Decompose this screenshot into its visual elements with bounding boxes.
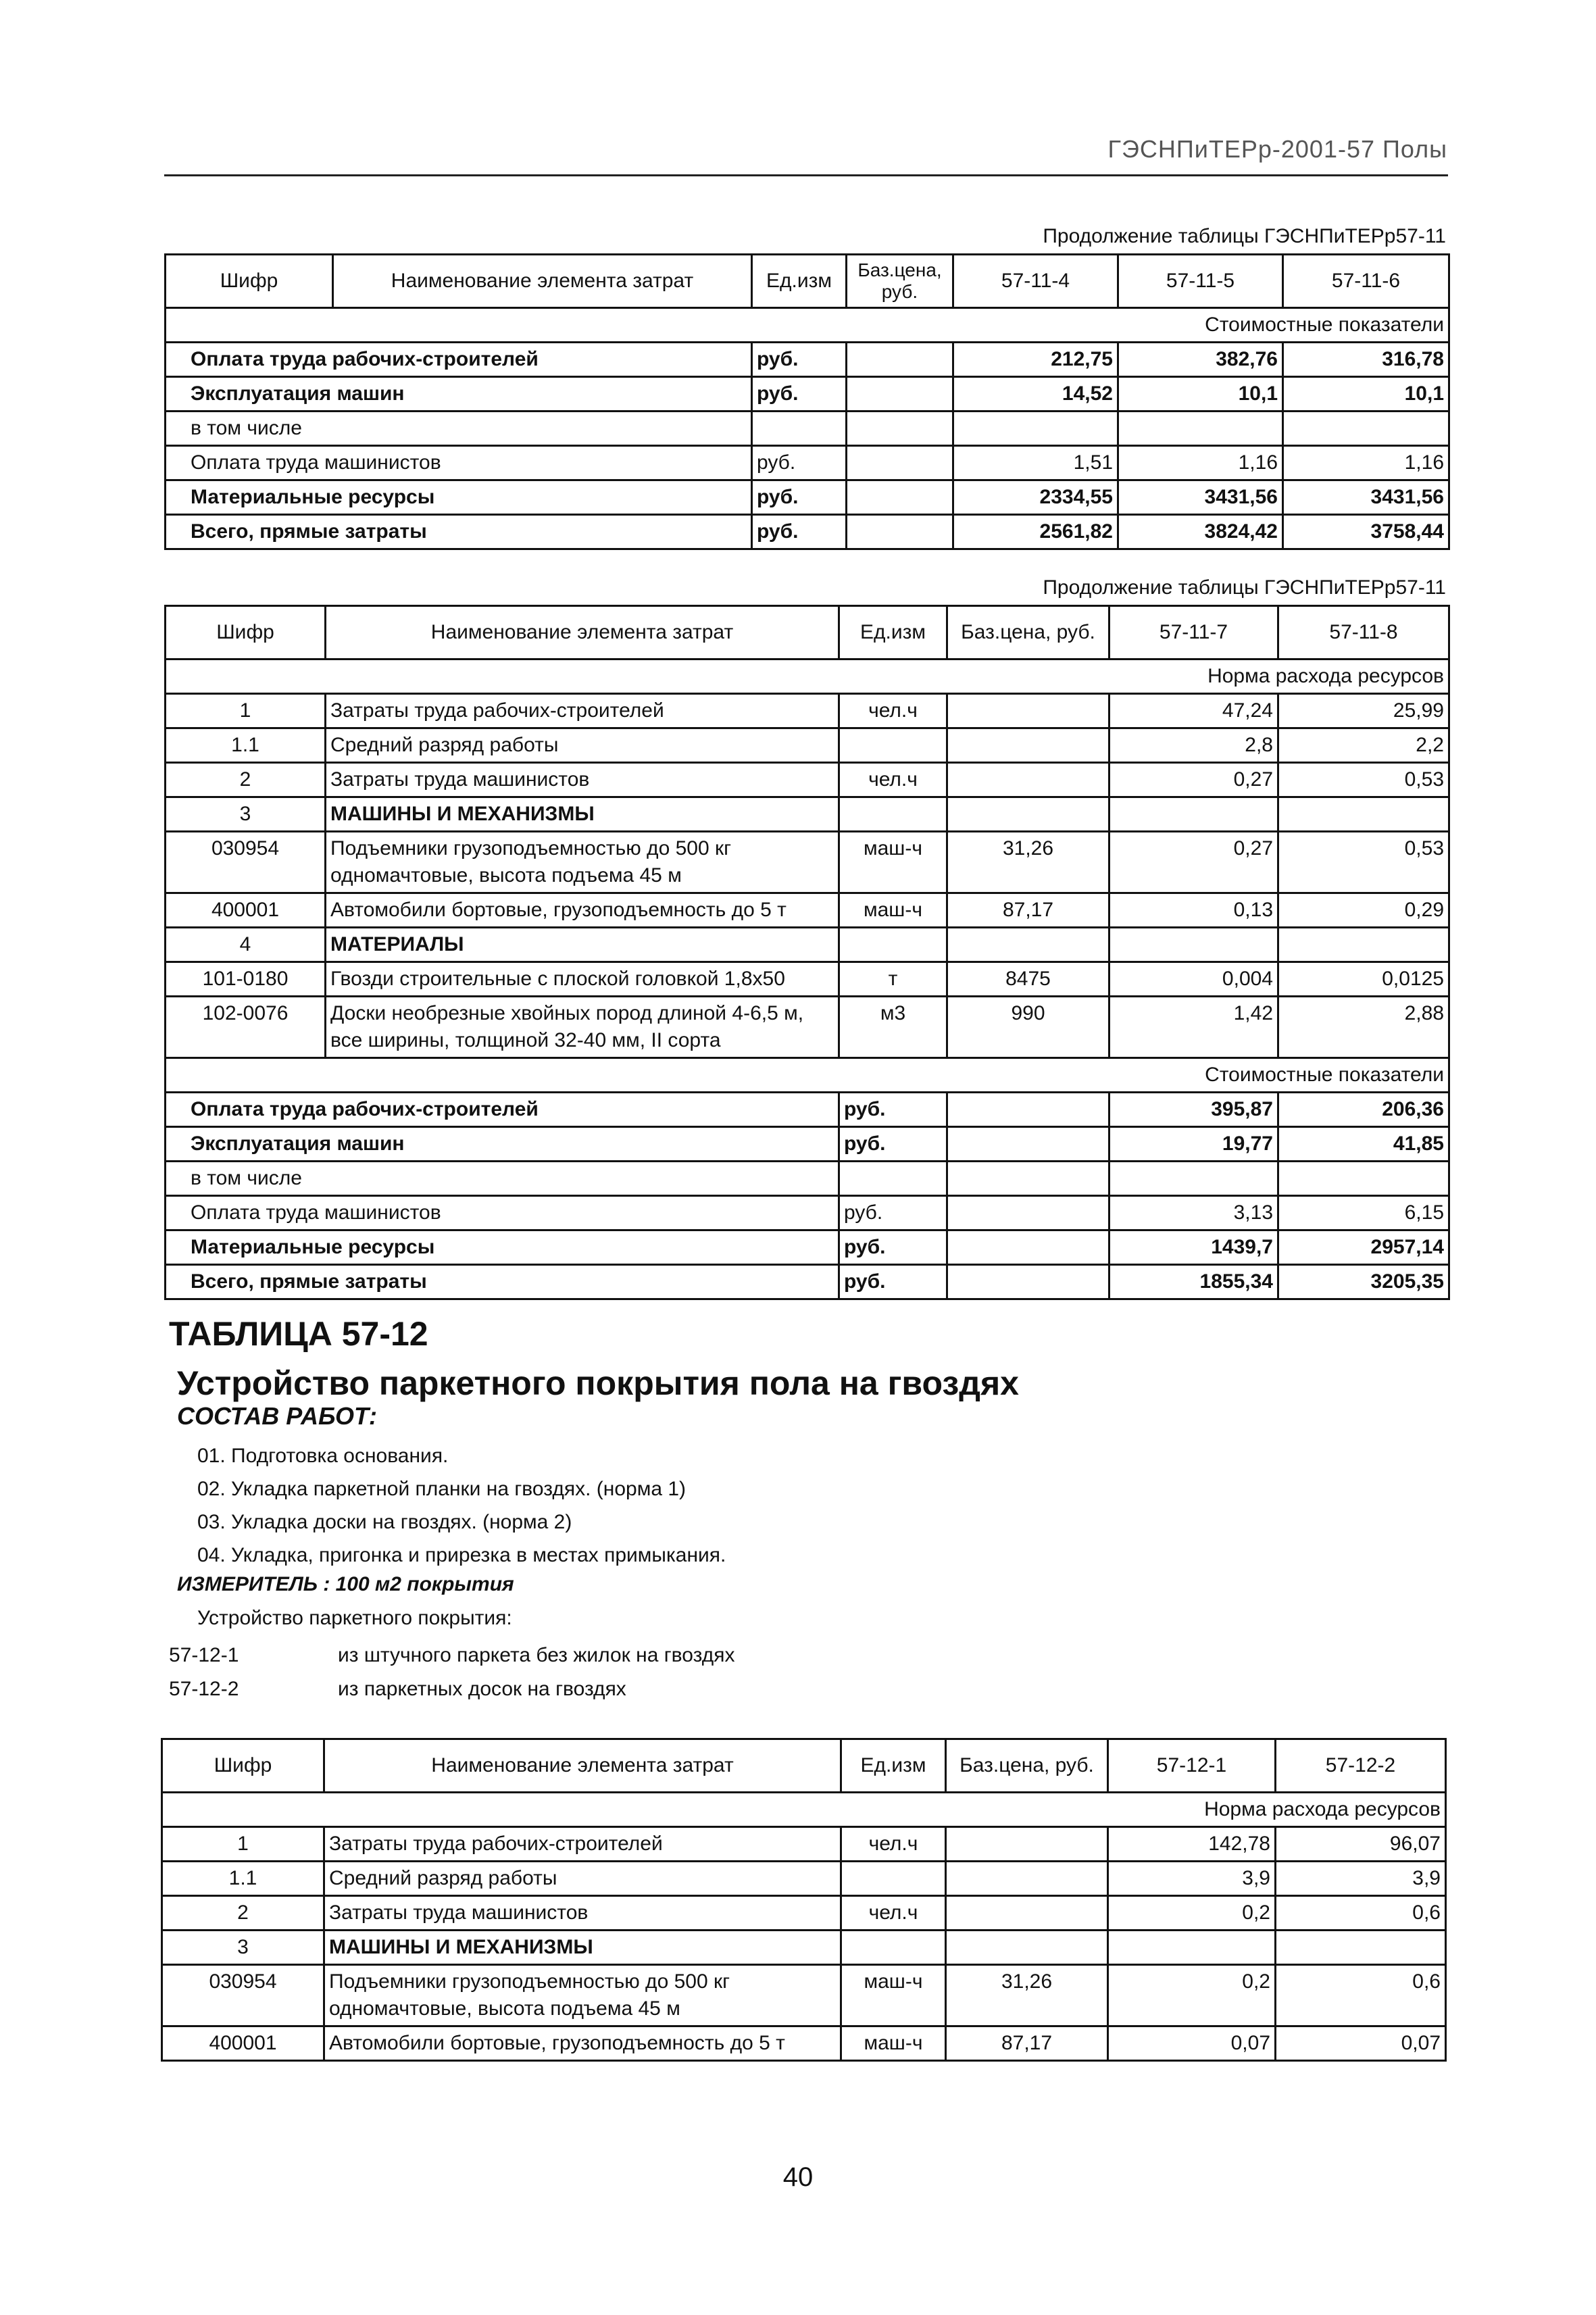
resource-price [946, 1827, 1108, 1862]
price-cell [947, 1230, 1109, 1265]
resource-unit: т [839, 962, 947, 997]
resource-name: Затраты труда рабочих-строителей [326, 694, 839, 728]
col-header-price: Баз.цена, руб. [946, 1739, 1108, 1793]
continuation-label-b: Продолжение таблицы ГЭСНПиТЕРр57-11 [1043, 576, 1446, 599]
cost-item-name: Эксплуатация машин [166, 377, 752, 412]
table-row [166, 515, 1449, 549]
section-norm-label: Норма расхода ресурсов [166, 659, 1449, 694]
cost-value [953, 412, 1118, 446]
cost-value: 1,51 [953, 446, 1118, 480]
cost-unit: руб. [839, 1093, 947, 1127]
resource-value: 0,27 [1109, 832, 1278, 893]
resource-name: Доски необрезные хвойных пород длиной 4-6,5 м, все ширины, толщиной 32-40 мм, II сорта [326, 997, 839, 1058]
resource-value: 0,2 [1108, 1896, 1276, 1931]
table-row [166, 928, 1449, 962]
resource-unit [839, 928, 947, 962]
table-row [162, 1896, 1446, 1931]
cost-value: 382,76 [1118, 343, 1283, 377]
resource-value: 0,004 [1109, 962, 1278, 997]
col-header-name: Наименование элемента затрат [326, 606, 839, 659]
col-header-57-11-4: 57-11-4 [953, 255, 1118, 308]
cost-item-name: в том числе [166, 1162, 839, 1196]
resource-unit [841, 1862, 946, 1896]
cost-value: 10,1 [1118, 377, 1283, 412]
table-row [162, 1827, 1446, 1862]
table-row [162, 1965, 1446, 2026]
resource-code: 2 [162, 1896, 324, 1931]
resource-code: 3 [162, 1931, 324, 1965]
norm-code-row [169, 1639, 734, 1672]
resource-price: 31,26 [946, 1965, 1108, 2026]
work-item: 04. Укладка, пригонка и прирезка в местах примыкания. [197, 1544, 726, 1566]
cost-value [1109, 1162, 1278, 1196]
cost-value: 1439,7 [1109, 1230, 1278, 1265]
price-cell [947, 1093, 1109, 1127]
cost-unit: руб. [839, 1127, 947, 1162]
resource-code: 1 [162, 1827, 324, 1862]
table-row [166, 1196, 1449, 1230]
resource-unit: чел.ч [841, 1896, 946, 1931]
resource-value: 3,9 [1276, 1862, 1446, 1896]
resource-name: Затраты труда рабочих-строителей [324, 1827, 841, 1862]
resource-code: 030954 [162, 1965, 324, 2026]
table-row [166, 962, 1449, 997]
resource-name: МАШИНЫ И МЕХАНИЗМЫ [326, 797, 839, 832]
cost-item-name: Материальные ресурсы [166, 480, 752, 515]
cost-unit: руб. [839, 1265, 947, 1299]
cost-value: 6,15 [1278, 1196, 1449, 1230]
resource-value: 25,99 [1278, 694, 1449, 728]
norm-desc: из паркетных досок на гвоздях [338, 1678, 626, 1700]
table-row [162, 1862, 1446, 1896]
price-cell [847, 480, 953, 515]
col-header-57-11-8: 57-11-8 [1278, 606, 1449, 659]
cost-value: 41,85 [1278, 1127, 1449, 1162]
resource-name: МАТЕРИАЛЫ [326, 928, 839, 962]
price-cell [847, 412, 953, 446]
price-cell [947, 1196, 1109, 1230]
work-item: 03. Укладка доски на гвоздях. (норма 2) [197, 1511, 572, 1533]
table-row [162, 2026, 1446, 2061]
norm-desc: из штучного паркета без жилок на гвоздях [338, 1644, 735, 1666]
price-cell [847, 343, 953, 377]
resource-code: 1.1 [162, 1862, 324, 1896]
resource-name: Средний разряд работы [324, 1862, 841, 1896]
table-number: ТАБЛИЦА 57-12 [169, 1315, 428, 1353]
norm-code-row [169, 1672, 734, 1706]
cost-item-name: Всего, прямые затраты [166, 515, 752, 549]
col-header-57-11-5: 57-11-5 [1118, 255, 1283, 308]
resource-name: Подъемники грузоподъемностью до 500 кг одномачтовые, высота подъема 45 м [324, 1965, 841, 2026]
resource-price [946, 1862, 1108, 1896]
resource-unit [841, 1931, 946, 1965]
cost-unit [752, 412, 847, 446]
resource-unit: маш-ч [839, 893, 947, 928]
table-row [166, 997, 1449, 1058]
resource-value: 0,6 [1276, 1896, 1446, 1931]
cost-value: 14,52 [953, 377, 1118, 412]
cost-value [1278, 1162, 1449, 1196]
resource-price [947, 928, 1109, 962]
resource-code: 030954 [166, 832, 326, 893]
measure-unit: ИЗМЕРИТЕЛЬ : 100 м2 покрытия [177, 1573, 514, 1595]
resource-value [1278, 928, 1449, 962]
resource-name: Затраты труда машинистов [326, 763, 839, 797]
resource-unit: чел.ч [839, 763, 947, 797]
cost-value: 3758,44 [1283, 515, 1449, 549]
cost-item-name: Оплата труда рабочих-строителей [166, 343, 752, 377]
resource-value: 0,0125 [1278, 962, 1449, 997]
resource-value: 0,2 [1108, 1965, 1276, 2026]
resource-unit: маш-ч [839, 832, 947, 893]
cost-unit: руб. [752, 343, 847, 377]
table-row [166, 446, 1449, 480]
work-list [197, 1439, 726, 1572]
resource-value [1278, 797, 1449, 832]
resource-value: 0,6 [1276, 1965, 1446, 2026]
cost-unit: руб. [752, 377, 847, 412]
resource-code: 102-0076 [166, 997, 326, 1058]
resource-price [947, 728, 1109, 763]
cost-value: 212,75 [953, 343, 1118, 377]
resource-price [947, 694, 1109, 728]
resource-name: МАШИНЫ И МЕХАНИЗМЫ [324, 1931, 841, 1965]
cost-value: 1,16 [1118, 446, 1283, 480]
cost-item-name: Всего, прямые затраты [166, 1265, 839, 1299]
col-header-name: Наименование элемента затрат [333, 255, 752, 308]
resource-code: 1 [166, 694, 326, 728]
cost-value: 2334,55 [953, 480, 1118, 515]
resource-unit: чел.ч [839, 694, 947, 728]
cost-value: 206,36 [1278, 1093, 1449, 1127]
resource-value: 0,27 [1109, 763, 1278, 797]
resource-unit: м3 [839, 997, 947, 1058]
resource-value [1276, 1931, 1446, 1965]
section-norm-label: Норма расхода ресурсов [162, 1793, 1446, 1827]
resource-value: 2,2 [1278, 728, 1449, 763]
resource-name: Средний разряд работы [326, 728, 839, 763]
resource-code: 1.1 [166, 728, 326, 763]
resource-value: 0,13 [1109, 893, 1278, 928]
resource-name: Гвозди строительные с плоской головкой 1,8х50 [326, 962, 839, 997]
table-row [166, 797, 1449, 832]
resource-table-57-11-7-8 [164, 605, 1450, 1300]
header-rule [164, 174, 1448, 176]
table-row [166, 1230, 1449, 1265]
cost-value: 2957,14 [1278, 1230, 1449, 1265]
cost-value: 2561,82 [953, 515, 1118, 549]
cost-unit: руб. [839, 1230, 947, 1265]
table-row [166, 377, 1449, 412]
cost-unit: руб. [839, 1196, 947, 1230]
col-header-57-12-1: 57-12-1 [1108, 1739, 1276, 1793]
resource-value: 2,88 [1278, 997, 1449, 1058]
col-header-unit: Ед.изм [752, 255, 847, 308]
resource-code: 400001 [166, 893, 326, 928]
resource-value: 0,53 [1278, 832, 1449, 893]
resource-value: 0,29 [1278, 893, 1449, 928]
cost-item-name: Оплата труда машинистов [166, 1196, 839, 1230]
resource-value [1108, 1931, 1276, 1965]
work-composition-label: СОСТАВ РАБОТ: [177, 1402, 377, 1430]
col-header-57-12-2: 57-12-2 [1276, 1739, 1446, 1793]
table-row [166, 412, 1449, 446]
resource-price: 990 [947, 997, 1109, 1058]
price-cell [947, 1265, 1109, 1299]
resource-value: 2,8 [1109, 728, 1278, 763]
table-row [166, 1093, 1449, 1127]
cost-unit: руб. [752, 480, 847, 515]
cost-value: 19,77 [1109, 1127, 1278, 1162]
resource-code: 400001 [162, 2026, 324, 2061]
price-cell [847, 446, 953, 480]
section-cost-label: Стоимостные показатели [166, 1058, 1449, 1093]
resource-price: 8475 [947, 962, 1109, 997]
resource-unit: маш-ч [841, 1965, 946, 2026]
price-cell [947, 1162, 1109, 1196]
resource-unit: маш-ч [841, 2026, 946, 2061]
resource-name: Автомобили бортовые, грузоподъемность до 5 т [324, 2026, 841, 2061]
resource-value [1109, 928, 1278, 962]
resource-value: 3,9 [1108, 1862, 1276, 1896]
cost-item-name: Оплата труда рабочих-строителей [166, 1093, 839, 1127]
resource-unit [839, 797, 947, 832]
col-header-unit: Ед.изм [841, 1739, 946, 1793]
col-header-code: Шифр [166, 606, 326, 659]
cost-value [1118, 412, 1283, 446]
resource-value: 142,78 [1108, 1827, 1276, 1862]
table-row [166, 728, 1449, 763]
cost-value: 3205,35 [1278, 1265, 1449, 1299]
resource-price: 31,26 [947, 832, 1109, 893]
resource-value: 0,07 [1276, 2026, 1446, 2061]
running-head: ГЭСНПиТЕРр-2001-57 Полы [1107, 135, 1447, 163]
cost-item-name: в том числе [166, 412, 752, 446]
page-number: 40 [782, 2162, 814, 2192]
table-row [166, 763, 1449, 797]
norm-code: 57-12-2 [169, 1678, 239, 1700]
table-title: Устройство паркетного покрытия пола на гвоздях [177, 1364, 1019, 1402]
price-cell [847, 515, 953, 549]
col-header-price: Баз.цена, руб. [847, 255, 953, 308]
resource-price: 87,17 [946, 2026, 1108, 2061]
col-header-57-11-7: 57-11-7 [1109, 606, 1278, 659]
resource-code: 2 [166, 763, 326, 797]
table-row [166, 893, 1449, 928]
col-header-price: Баз.цена, руб. [947, 606, 1109, 659]
cost-unit: руб. [752, 515, 847, 549]
construction-label: Устройство паркетного покрытия: [197, 1607, 512, 1629]
norm-code: 57-12-1 [169, 1644, 239, 1666]
resource-value: 0,07 [1108, 2026, 1276, 2061]
col-header-code: Шифр [162, 1739, 324, 1793]
cost-unit: руб. [752, 446, 847, 480]
cost-value: 3,13 [1109, 1196, 1278, 1230]
price-cell [847, 377, 953, 412]
resource-name: Подъемники грузоподъемностью до 500 кг одномачтовые, высота подъема 45 м [326, 832, 839, 893]
cost-value: 3824,42 [1118, 515, 1283, 549]
resource-price [947, 797, 1109, 832]
resource-table-57-12 [161, 1738, 1447, 2062]
resource-code: 3 [166, 797, 326, 832]
resource-price [947, 763, 1109, 797]
cost-value: 1,16 [1283, 446, 1449, 480]
section-label: Стоимостные показатели [166, 308, 1449, 343]
table-row [166, 832, 1449, 893]
resource-value: 47,24 [1109, 694, 1278, 728]
table-row [166, 694, 1449, 728]
resource-code: 4 [166, 928, 326, 962]
resource-code: 101-0180 [166, 962, 326, 997]
resource-value: 0,53 [1278, 763, 1449, 797]
cost-value: 1855,34 [1109, 1265, 1278, 1299]
norm-codes [169, 1639, 734, 1706]
col-header-unit: Ед.изм [839, 606, 947, 659]
col-header-57-11-6: 57-11-6 [1283, 255, 1449, 308]
col-header-name: Наименование элемента затрат [324, 1739, 841, 1793]
resource-price [946, 1896, 1108, 1931]
resource-price: 87,17 [947, 893, 1109, 928]
work-item: 01. Подготовка основания. [197, 1445, 449, 1467]
resource-name: Автомобили бортовые, грузоподъемность до 5 т [326, 893, 839, 928]
price-cell [947, 1127, 1109, 1162]
table-row [162, 1931, 1446, 1965]
cost-item-name: Оплата труда машинистов [166, 446, 752, 480]
cost-value: 3431,56 [1118, 480, 1283, 515]
resource-unit: чел.ч [841, 1827, 946, 1862]
resource-name: Затраты труда машинистов [324, 1896, 841, 1931]
resource-value: 96,07 [1276, 1827, 1446, 1862]
table-row [166, 1265, 1449, 1299]
cost-value: 316,78 [1283, 343, 1449, 377]
cost-item-name: Эксплуатация машин [166, 1127, 839, 1162]
cost-value: 395,87 [1109, 1093, 1278, 1127]
resource-unit [839, 728, 947, 763]
table-row [166, 1162, 1449, 1196]
cost-value [1283, 412, 1449, 446]
cost-item-name: Материальные ресурсы [166, 1230, 839, 1265]
cost-value: 10,1 [1283, 377, 1449, 412]
table-row [166, 480, 1449, 515]
resource-value [1109, 797, 1278, 832]
cost-unit [839, 1162, 947, 1196]
work-item: 02. Укладка паркетной планки на гвоздях. (норма 1) [197, 1478, 687, 1500]
table-row [166, 343, 1449, 377]
col-header-code: Шифр [166, 255, 333, 308]
cost-value: 3431,56 [1283, 480, 1449, 515]
continuation-label-a: Продолжение таблицы ГЭСНПиТЕРр57-11 [1043, 225, 1446, 247]
table-row [166, 1127, 1449, 1162]
resource-price [946, 1931, 1108, 1965]
resource-value: 1,42 [1109, 997, 1278, 1058]
cost-table-57-11-4-6 [164, 253, 1450, 550]
